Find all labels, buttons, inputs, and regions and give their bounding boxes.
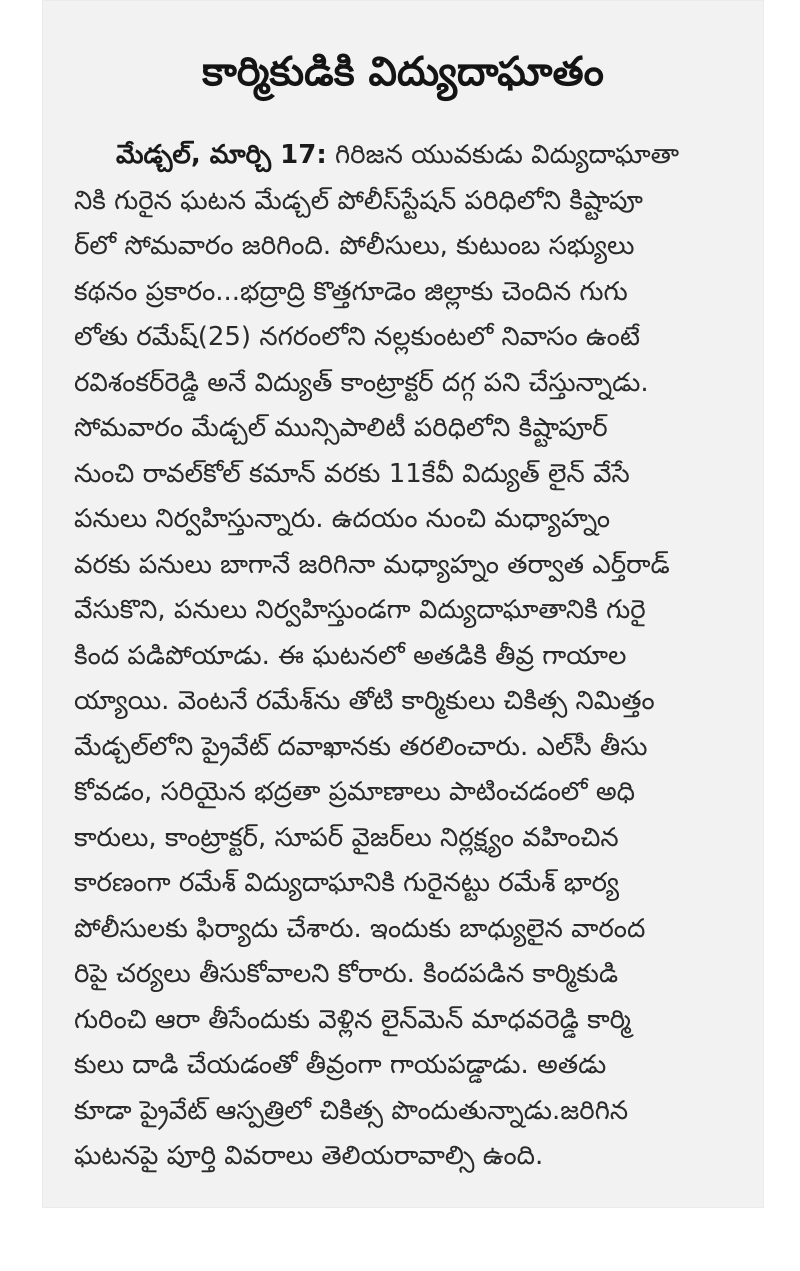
article-line: రవిశంకర్‌రెడ్డి అనే విద్యుత్ కాంట్రాక్టర్ దగ్గ పని చేస్తున్నాడు. [74,367,649,398]
article-line: య్యాయి. వెంటనే రమేశ్‌ను తోటి కార్మికులు చికిత్స నిమిత్తం [74,686,655,716]
article-line: పనులు నిర్వహిస్తున్నారు. ఉదయం నుంచి మధ్యాహ్నం [74,504,610,534]
article-line: ర్‌లో సోమవారం జరిగింది. పోలీసులు, కుటుంబ సభ్యులు [74,231,635,261]
article-line: లోతు రమేష్(25) నగరంలోని నల్లకుంటలో నివాసం ఉంటే [74,322,640,352]
article-line: నుంచి రావల్‌కోల్ కమాన్ వరకు 11కేవీ విద్యుత్ లైన్ వేసే [74,458,630,489]
article-line-1 [74,133,734,179]
cut-off-previous-line [132,0,672,6]
article-line: ఘటనపై పూర్తి వివరాలు తెలియరావాల్సి ఉంది. [74,1141,544,1171]
article-line: కూడా ప్రైవేట్ ఆస్పత్రిలో చికిత్స పొందుతున్నాడు.జరిగిన [74,1095,629,1126]
article-line: కథనం ప్రకారం...భద్రాద్రి కొత్తగూడెం జిల్లాకు చెందిన గుగు [74,276,628,307]
article-line: కింద పడిపోయాడు. ఈ ఘటనలో అతడికి తీవ్ర గాయాల [74,640,627,671]
article-line: మేడ్చల్‌లోని ప్రైవేట్ దవాఖానకు తరలించారు. ఎల్‌సీ తీసు [74,731,648,762]
article-line-1-text: గిరిజన యువకుడు విద్యుదాఘాతా [326,140,680,170]
article-line: కారులు, కాంట్రాక్టర్, సూపర్ వైజర్‌లు నిర్లక్ష్యం వహించిన [74,822,619,853]
article-line: గురించి ఆరా తీసేందుకు వెళ్లిన లైన్‌మెన్ మాధవరెడ్డి కార్మి [74,1004,631,1035]
article-line: వరకు పనులు బాగానే జరిగినా మధ్యాహ్నం తర్వాత ఎర్త్‌రాడ్ [74,549,670,580]
article-line: కారణంగా రమేశ్ విద్యుదాఘానికి గురైనట్టు రమేశ్ భార్య [74,868,619,898]
article-headline: కార్మికుడికి విద్యుదాఘాతం [202,49,604,95]
article-line: కోవడం, సరియైన భద్రతా ప్రమాణాలు పాటించడంలో అధి [74,777,635,807]
article-dateline: మేడ్చల్, మార్చి 17: [116,140,327,170]
newspaper-clipping [42,0,764,1208]
article-body [74,133,734,1180]
article-line: పోలీసులకు ఫిర్యాదు చేశారు. ఇందుకు బాధ్యులైన వారంద [74,913,646,944]
article-line: వేసుకొని, పనులు నిర్వహిస్తుండగా విద్యుదాఘాతానికి గురై [74,595,646,625]
article-line: కులు దాడి చేయడంతో తీవ్రంగా గాయపడ్డాడు. అతడు [74,1050,607,1080]
article-line: నికి గురైన ఘటన మేడ్చల్ పోలీస్‌స్టేషన్ పరిధిలోని కిష్టాపూ [74,185,643,216]
article-line: రిపై చర్యలు తీసుకోవాలని కోరారు. కిందపడిన కార్మికుడి [74,959,619,989]
article-line: సోమవారం మేడ్చల్ మున్సిపాలిటీ పరిధిలోని కిష్టాపూర్ [74,413,608,443]
